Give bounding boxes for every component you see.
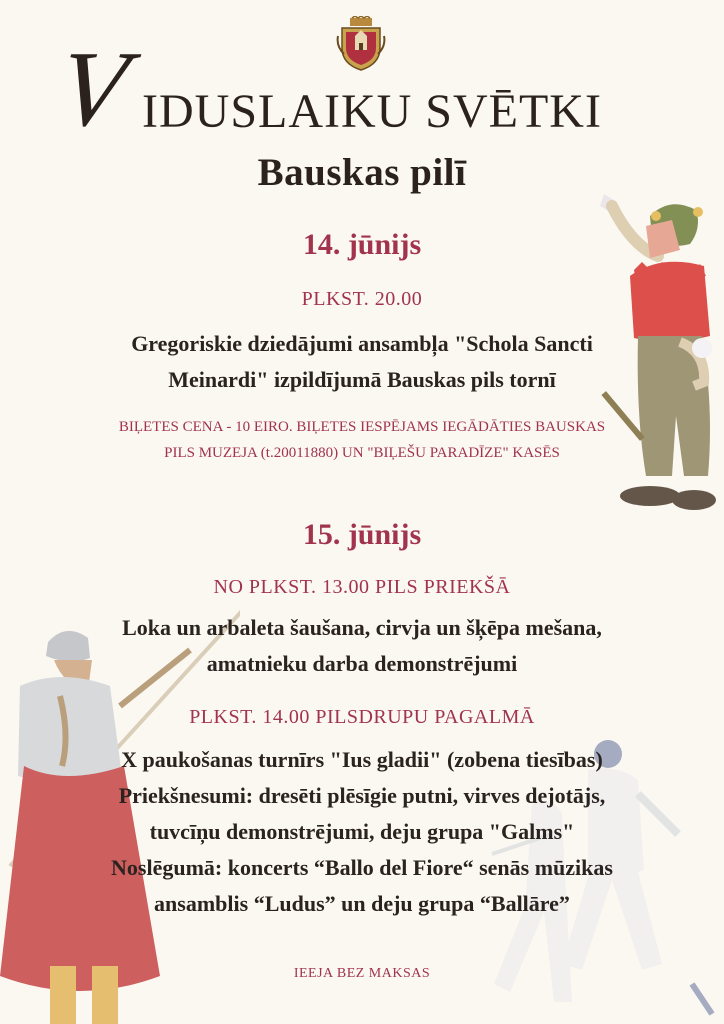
event-description-day2-1 [40,610,684,682]
event-description-day1 [40,326,684,398]
description-line: Gregoriskie dziedājumi ansambļa "Schola Sancti [131,331,593,356]
time-day1: PLKST. 20.00 [301,288,423,310]
ticket-line: BIĻETES CENA - 10 EIRO. BIĻETES IESPĒJAMS IEGĀDĀTIES BAUSKAS [118,419,606,435]
date-heading-day2: 15. jūnijs [302,518,422,551]
title-text: IDUSLAIKU SVĒTKI [142,85,602,138]
page-title [51,30,680,149]
time-day2-2: PLKST. 14.00 PILSDRUPU PAGALMĀ [189,706,535,728]
event-description-day2-2 [30,742,694,922]
description-line: Meinardi" izpildījumā Bauskas pils tornī [168,367,556,392]
description-line: ansamblis “Ludus” un deju grupa “Ballāre” [154,891,570,916]
description-line: Priekšnesumi: dresēti plēsīgie putni, virves dejotājs, [118,783,606,808]
description-line: tuvcīņu demonstrējumi, deju grupa "Galms" [149,819,575,844]
free-entry-note: IEEJA BEZ MAKSAS [293,966,431,981]
description-line: X paukošanas turnīrs "Ius gladii" (zobena tiesības) [121,747,603,772]
description-line: Noslēgumā: koncerts “Ballo del Fiore“ senās mūzikas [111,855,613,880]
subtitle: Bauskas pilī [257,151,467,194]
description-line: amatnieku darba demonstrējumi [206,651,518,676]
description-line: Loka un arbaleta šaušana, cirvja un šķēpa mešana, [122,615,602,640]
time-day2-1: NO PLKST. 13.00 PILS PRIEKŠĀ [213,576,511,598]
title-initial: V [51,30,135,149]
ticket-line: PILS MUZEJA (t.20011880) UN "BIĻEŠU PARADĪZE" KASĒS [164,445,560,461]
date-heading-day1: 14. jūnijs [302,228,422,261]
ticket-info [30,414,694,466]
